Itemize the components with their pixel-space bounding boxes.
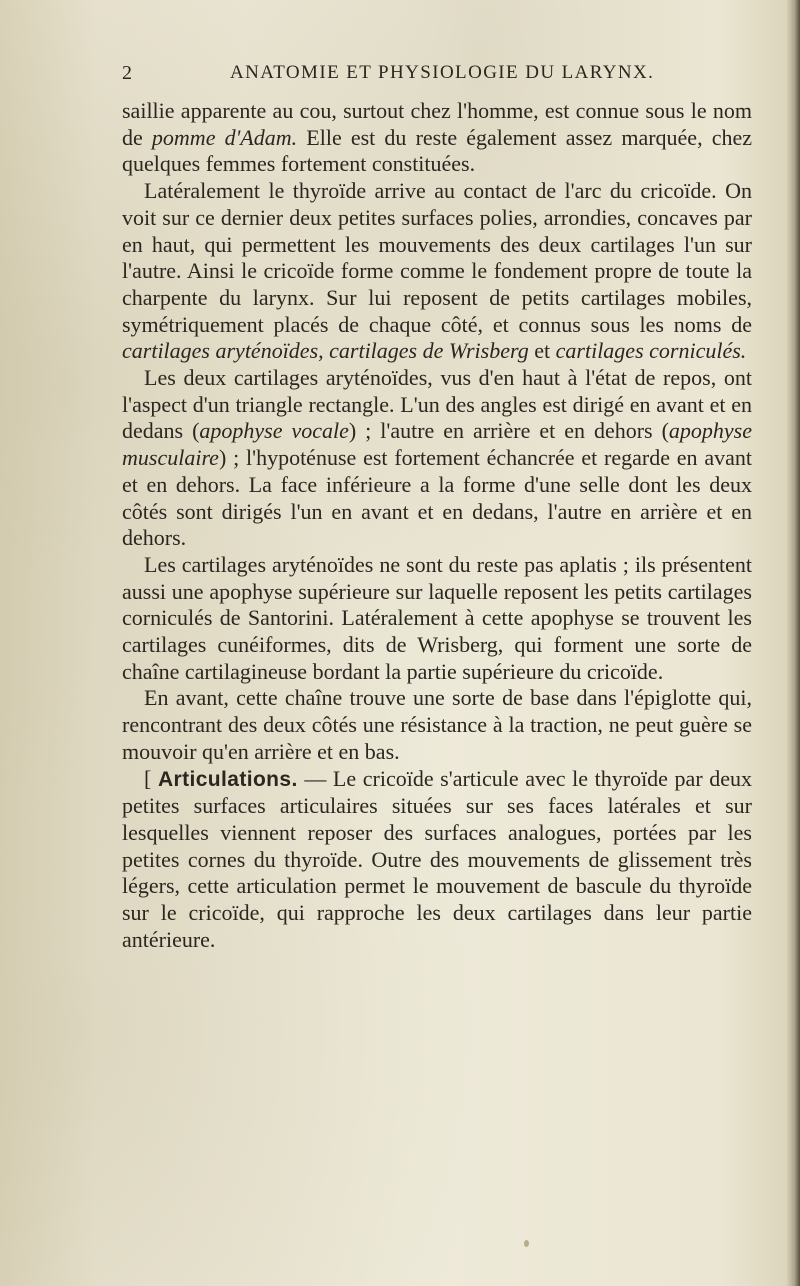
text-run: En avant, cette chaîne trouve une sorte de base dans l'épiglotte qui, rencontrant des deux côtés une résistance à la traction, ne peut guère se mouvoir qu'en arrière et en bas. [122,685,752,764]
paragraph-5 [122,685,752,765]
paragraph-1 [122,98,752,178]
italic-term: pomme d'Adam. [151,124,298,150]
text-run: ) ; l'autre en arrière et en dehors ( [348,418,669,444]
text-run: ) ; l'hypoténuse est fortement échancrée et regarde en avant et en dehors. La face inférieure a la forme d'une selle dont les deux côtés sont dirigés l'un en avant et en dedans, l'autre en arrière et en dehors. [122,445,752,551]
section-heading-articulations: Articulations. [157,767,298,791]
page-number: 2 [122,62,132,84]
running-head: ANATOMIE ET PHYSIOLOGIE DU LARYNX. [230,62,655,83]
paragraph-2 [122,178,752,365]
text-run: — Le cricoïde s'articule avec le thyroïde par deux petites surfaces articulaires situées sur ses faces latérales et sur lesquelles viennent reposer des surfaces analogues, portées par les petites cornes du thyroïde. Outre des mouvements de glissement très légers, cette articulation permet le mouvement de bascule du thyroïde sur le cricoïde, qui rapproche les deux cartilages dans leur partie antérieure. [122,765,753,952]
text-run: Les cartilages aryténoïdes ne sont du reste pas aplatis ; ils présentent aussi une apophyse supérieure sur laquelle reposent les petits cartilages corniculés de Santorini. Latéralement à cette apophyse se trouvent les cartilages cunéiformes, dits de Wrisberg, qui forment une sorte de chaîne cartilagineuse bordant la partie supérieure du cricoïde. [122,551,752,684]
page-edge-shadow [786,0,800,1286]
text-run: et [528,338,556,364]
text-run: saillie apparente au cou, surtout chez l'homme, est connue sous le nom de [122,98,752,150]
italic-term: cartilages corniculés. [555,338,747,364]
paragraph-3 [122,365,752,552]
body-text [122,98,752,954]
text-run: Les deux cartilages aryténoïdes, vus d'en haut à l'état de repos, ont l'aspect d'un triangle rectangle. L'un des angles est dirigé en avant et en dedans ( [122,365,752,444]
paragraph-6 [122,766,752,954]
paper-blemish [524,1240,529,1247]
italic-term: apophyse vocale [199,418,349,444]
paragraph-4 [122,552,752,686]
text-run: Elle est du reste également assez marquée, chez quelques femmes fortement constituées. [122,124,753,177]
italic-term: apophyse musculaire [122,418,752,471]
page-header [122,62,752,92]
text-run: Latéralement le thyroïde arrive au contact de l'arc du cricoïde. On voit sur ce dernier deux petites surfaces polies, arrondies, concaves par en haut, qui permettent les mouvements des deux cartilages l'un sur l'autre. Ainsi le cricoïde forme comme le fondement propre de toute la charpente du larynx. Sur lui reposent de petits cartilages mobiles, symétriquement placés de chaque côté, et connus sous les noms de [122,178,752,337]
italic-term: cartilages aryténoïdes, cartilages de Wrisberg [122,338,529,364]
bracket-mark: [ [144,765,158,791]
